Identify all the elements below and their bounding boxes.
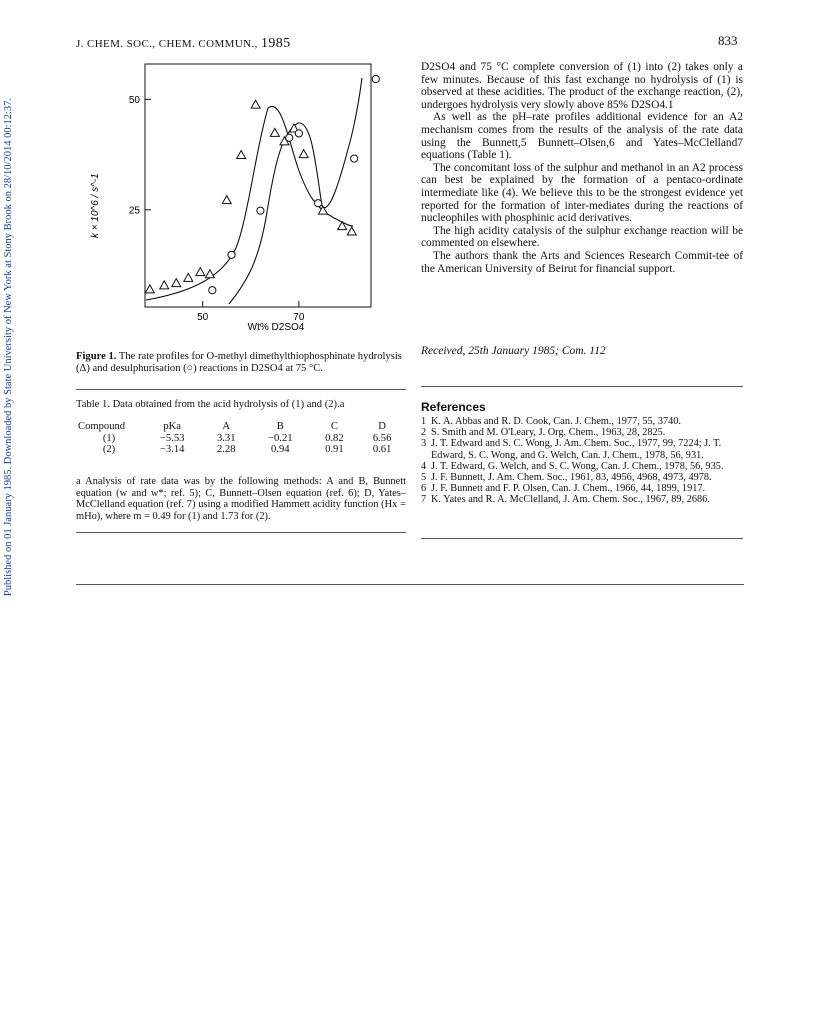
hydrolysis-point — [145, 285, 154, 293]
reference-number: 1 — [421, 416, 427, 427]
table-cell: 0.61 — [372, 444, 392, 455]
x-axis-label: Wt% D2SO4 — [247, 322, 305, 333]
received-date: Received, 25th January 1985; Com. 112 — [421, 345, 606, 357]
reference-text: K. A. Abbas and R. D. Cook, Can. J. Chem., 1977, 55, 3740. — [431, 416, 681, 427]
figure-caption-text: The rate profiles for O-methyl dimethylthiophosphinate hydrolysis (Δ) and desulphurisation (○) reactions in D2SO4 at 75 °C. — [76, 351, 402, 374]
desulphurisation-point — [372, 75, 379, 82]
table-cell: −3.14 — [159, 444, 185, 455]
table-cell: 0.91 — [325, 444, 344, 455]
hydrolysis-point — [205, 270, 214, 278]
hydrolysis-point — [222, 196, 231, 204]
y-axis-label: k × 10^6 / s^-1 — [90, 173, 101, 238]
desulphurisation-point — [286, 134, 293, 141]
table-cell: 6.56 — [372, 432, 392, 444]
reference-text: K. Yates and R. A. McClelland, J. Am. Chem. Soc., 1967, 89, 2686. — [431, 494, 710, 506]
references-rule — [421, 386, 743, 387]
references-heading: References — [421, 400, 486, 414]
reference-item — [421, 461, 743, 472]
table-footnote: a Analysis of rate data was by the following methods: A and B, Bunnett equation (w and w*; ref. 5); C, Bunnett–Olsen equation (ref. 6); D, Yates–McClelland equation (ref. 7) using a modified Hammett acidity function (Hx = mHo), where m = 0.49 for (1) and 1.73 for (2). — [76, 476, 406, 522]
table-cell: 3.31 — [216, 432, 236, 444]
reference-item — [421, 483, 743, 494]
table-bottom-rule — [76, 532, 406, 533]
reference-number: 5 — [421, 472, 427, 484]
reference-text: S. Smith and M. O'Leary, J. Org. Chem., 1963, 28, 2825. — [431, 427, 666, 439]
table-top-rule — [76, 389, 406, 390]
x-tick-label: 50 — [197, 312, 209, 323]
table-cell: 2.28 — [216, 444, 236, 455]
desulphurisation-curve — [229, 78, 362, 304]
reference-number: 2 — [421, 427, 427, 439]
rate-profile-chart — [76, 58, 406, 348]
hydrolysis-point — [251, 100, 260, 108]
desulphurisation-point — [315, 200, 322, 207]
hydrolysis-point — [160, 281, 169, 289]
desulphurisation-point — [228, 251, 235, 258]
table-cell: (1) — [102, 432, 116, 444]
reference-item — [421, 438, 743, 460]
x-tick-label: 70 — [293, 312, 305, 323]
table-cell: −5.53 — [159, 432, 185, 444]
y-tick-label: 25 — [128, 205, 140, 217]
figure-label: Figure 1. — [76, 351, 117, 362]
paragraph: The concomitant loss of the sulphur and methanol in an A2 process can best be explained by the formation of a pentaco-ordinate intermediate like (4). We believe this to be the strongest evidence yet reported for the formation of inter-mediates during the reactions of nucleophiles with phosphinic acid derivatives. — [421, 161, 743, 225]
table-header-row — [76, 421, 406, 433]
table-row — [76, 444, 406, 456]
reference-text: J. T. Edward, G. Welch, and S. C. Wong, Can. J. Chem., 1978, 56, 935. — [431, 460, 724, 472]
table-cell: 0.94 — [271, 444, 290, 455]
desulphurisation-point — [351, 155, 358, 162]
reference-number: 7 — [421, 494, 427, 506]
table-row — [76, 433, 406, 445]
page-bottom-rule — [76, 584, 744, 585]
data-table — [76, 421, 406, 456]
reference-number: 3 — [421, 438, 427, 450]
hydrolysis-point — [299, 150, 308, 158]
reference-text: J. F. Bunnett, J. Am. Chem. Soc., 1961, 83, 4956, 4968, 4973, 4978. — [431, 472, 712, 484]
desulphurisation-point — [295, 130, 302, 137]
paragraph: As well as the pH–rate profiles additional evidence for an A2 mechanism comes from the results of the analysis of the rate data using the Bunnett,5 Bunnett–Olsen,6 and Yates–McClelland7 equations (Table 1). — [421, 111, 743, 162]
table-cell: (2) — [102, 444, 116, 455]
data-markers — [145, 75, 379, 293]
reference-item — [421, 416, 743, 427]
reference-number: 4 — [421, 460, 427, 472]
header-cell: B — [276, 421, 284, 432]
hydrolysis-point — [237, 151, 246, 159]
header-cell: D — [378, 421, 386, 432]
reference-item — [421, 472, 743, 483]
desulphurisation-point — [209, 287, 216, 294]
references-list — [421, 416, 743, 506]
axis-ticks — [129, 95, 305, 323]
reference-number: 6 — [421, 483, 427, 495]
reference-text: J. T. Edward and S. C. Wong, J. Am. Chem. Soc., 1977, 99, 7224; J. T. Edward, S. C. Wong, and G. Welch, Can. J. Chem., 1978, 56, 931. — [431, 438, 722, 461]
table-cell: −0.21 — [268, 432, 293, 444]
hydrolysis-point — [196, 268, 205, 276]
paragraph: The high acidity catalysis of the sulphur exchange reaction will be commented on elsewhere. — [421, 224, 743, 250]
figure-caption — [76, 351, 406, 375]
reference-text: J. F. Bunnett and F. P. Olsen, Can. J. Chem., 1966, 44, 1899, 1917. — [431, 483, 706, 495]
journal-year: 1985 — [260, 36, 291, 51]
reference-item — [421, 427, 743, 438]
hydrolysis-point — [347, 227, 356, 235]
table-title: Table 1. Data obtained from the acid hydrolysis of (1) and (2).a — [76, 399, 345, 410]
paragraph: D2SO4 and 75 °C complete conversion of (1) into (2) takes only a few minutes. Because of this fast exchange no hydrolysis of (1) is observed at these acidities. The product of the exchange reaction, (2), undergoes hydrolysis very slowly above 85% D2SO4.1 — [421, 61, 743, 111]
table-cell: 0.82 — [325, 432, 344, 444]
desulphurisation-point — [257, 207, 264, 214]
references-bottom-rule — [421, 538, 743, 539]
header-cell: pKa — [163, 421, 182, 432]
header-cell: Compound — [78, 421, 126, 432]
hydrolysis-point — [270, 128, 279, 136]
reference-item — [421, 494, 743, 505]
header-cell: C — [330, 421, 338, 432]
hydrolysis-point — [338, 222, 347, 230]
download-notice: Published on 01 January 1985. Downloaded by State University of New York at Stony Brook on 28/10/2014 00:12:37. — [3, 97, 14, 597]
hydrolysis-point — [184, 273, 193, 281]
header-cell: A — [222, 421, 231, 432]
y-tick-label: 50 — [128, 94, 140, 106]
hydrolysis-point — [172, 279, 181, 287]
running-header — [76, 36, 291, 52]
page-number: 833 — [718, 33, 738, 48]
journal-name: J. CHEM. SOC., CHEM. COMMUN., — [76, 38, 258, 50]
body-text — [421, 61, 743, 275]
paragraph: The authors thank the Arts and Sciences Research Commit-tee of the American University of Beirut for financial support. — [421, 249, 743, 275]
